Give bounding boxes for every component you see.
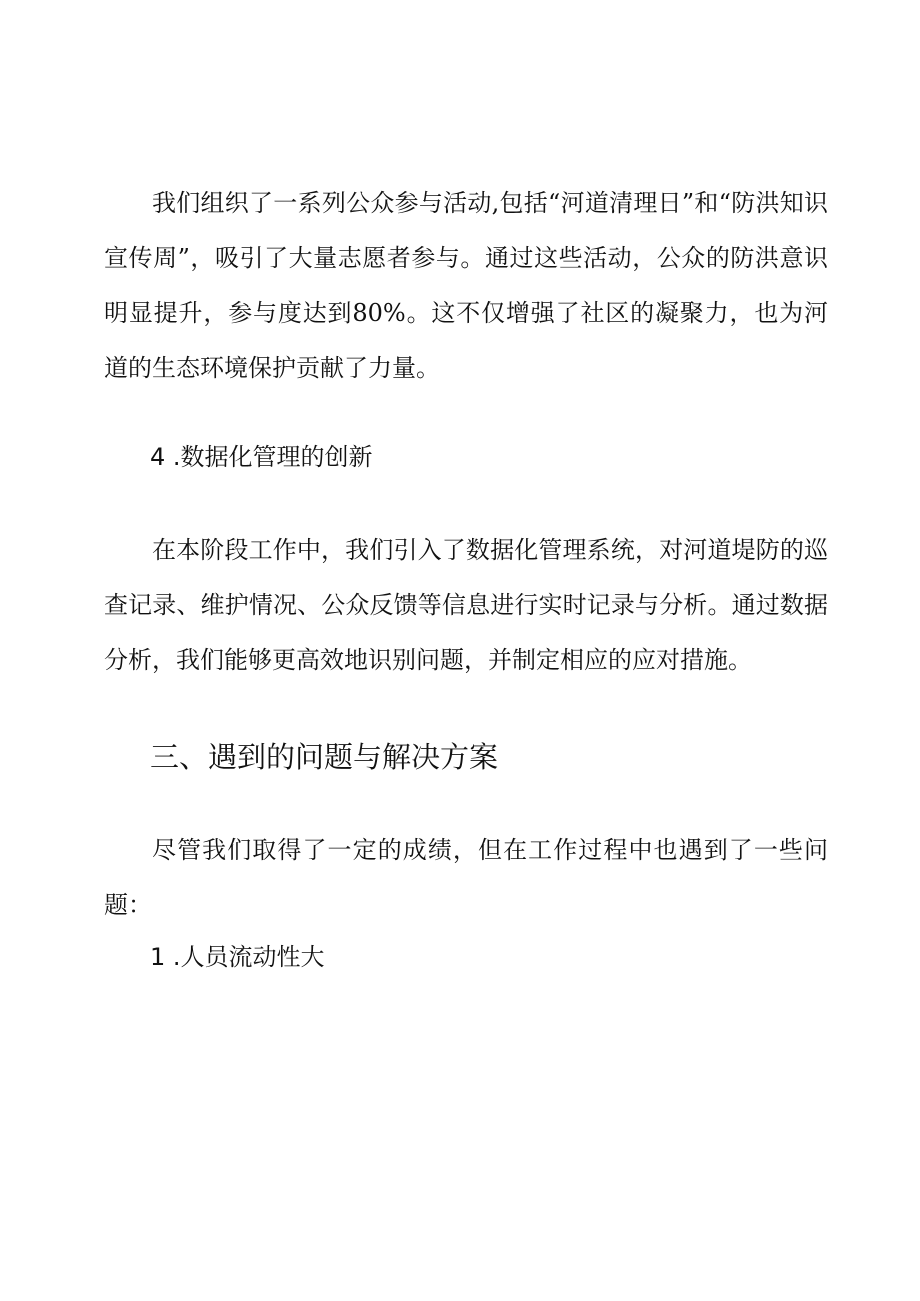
subheading-data-management: 4 .数据化管理的创新 [150,443,373,471]
paragraph-public-activities: 我们组织了一系列公众参与活动,包括“河道清理日”和“防洪知识宣传周”，吸引了大量志愿者参与。通过这些活动，公众的防洪意识明显提升，参与度达到80%。这不仅增强了社区的凝聚力，也为河道的生态环境保护贡献了力量。 [104,189,828,382]
section-title-problems: 三、遇到的问题与解决方案 [150,740,499,774]
subheading-staff-turnover: 1 .人员流动性大 [150,943,325,971]
paragraph-data-management: 在本阶段工作中，我们引入了数据化管理系统，对河道堤防的巡查记录、维护情况、公众反馈等信息进行实时记录与分析。通过数据分析，我们能够更高效地识别问题，并制定相应的应对措施。 [104,536,828,674]
paragraph-problems-intro: 尽管我们取得了一定的成绩，但在工作过程中也遇到了一些问题： [104,836,828,919]
